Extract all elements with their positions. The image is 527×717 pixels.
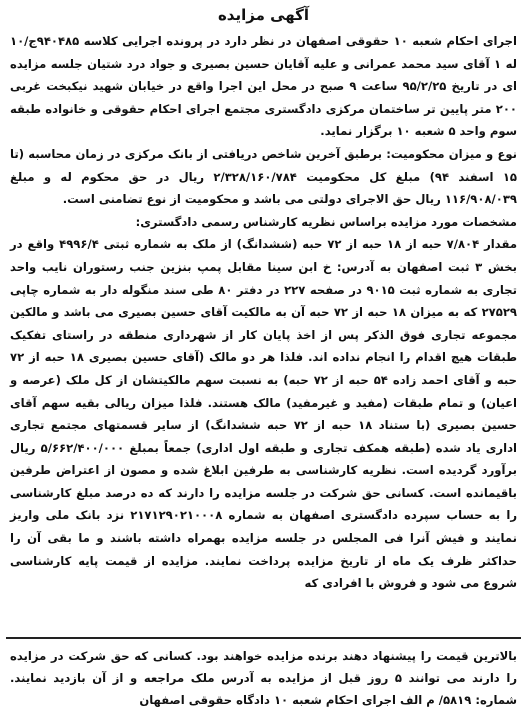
- property-heading: مشخصات مورد مزایده براساس نظریه کارشناس رسمی دادگستری:: [135, 214, 517, 229]
- notice-intro: اجرای احکام شعبه ۱۰ حقوقی اصفهان در نظر دارد در پرونده اجرایی کلاسه ۹۴۰۴۸۵ج/۱۰ له ۱ آقای سید محمد عمرانی و علیه آقایان حسین بصیری و جواد درد شتیان جلسه مزایده ای در تاریخ ۹۵/۲/۲۵ ساعت ۹ صبح در محل این اجرا واقع در خیابان شهید نیکبخت غربی ۲۰۰ متر پایین تر ساختمان مرکزی دادگستری مجتمع اجرای احکام حقوقی و خانواده طبقه سوم واحد ۵ شعبه ۱۰ برگزار نماید.: [10, 34, 517, 139]
- notice-footer: [6, 637, 521, 711]
- notice-title: آگهی مزایده: [217, 6, 310, 24]
- notice-footer-text: بالاترین قیمت را پیشنهاد دهند برنده مزایده خواهند بود. کسانی که حق شرکت در مزایده را دارند می توانند ۵ روز قبل از مزایده به آدرس ملک مراجعه و از آن بازدید نمایند. شماره: ۵۸۱۹/ م الف اجرای احکام شعبه ۱۰ دادگاه حقوقی اصفهان: [10, 649, 518, 707]
- property-description: مقدار ۷/۸۰۴ حبه از ۱۸ حبه از ۷۲ حبه (ششدانگ) از ملک به شماره ثبتی ۴۹۹۶/۴ واقع در بخش ۳ ثبت اصفهان به آدرس: خ ابن سینا مقابل پمپ بنزین جنب رستوران نایب واحد تجاری به شماره ثبت ۹۰۱۵ در صفحه ۲۲۷ در دفتر ۸۰ طی سند منگوله دار به شماره چاپی ۲۷۵۲۹ که به میزان ۱۸ حبه از ۷۲ حبه آن به مالکیت آقای حسین بصیری می باشد و مالکین مجموعه تجاری فوق الذکر پس از اخذ پایان کار از شهرداری منطقه در راستای تفکیک طبقات هیچ اقدام را انجام نداده اند. فلذا هر دو مالک (آقای حسین بصیری ۱۸ حبه از ۷۲ حبه و آقای احمد زاده ۵۴ حبه از ۷۲ حبه) به نسبت سهم مالکیتشان از کل ملک (عرصه و اعیان) و تمام طبقات (مفید و غیرمفید) مالک هستند. فلذا میزان ریالی بقیه سهم آقای حسین بصیری (با ستناد ۱۸ حبه از ۷۲ حبه ششدانگ) از سایر قسمتهای مجتمع تجاری اداری یاد شده (طبقه همکف تجاری و طبقه اول اداری) جمعاً بمبلغ ۵/۶۶۲/۴۰۰/۰۰۰ ریال برآورد گردیده است. نظریه کارشناسی به طرفین ابلاغ شده و مصون از اعتراض طرفین باقیمانده است. کسانی حق شرکت در جلسه مزایده را دارند که ده درصد مبلغ کارشناسی را به حساب سپرده دادگستری اصفهان به شماره ۲۱۷۱۲۹۰۲۱۰۰۰۸ نزد بانک ملی واریز نمایند و فیش آنرا فی المجلس در جلسه مزایده بهمراه داشته باشند و ما بقی آن را حداکثر ظرف یک ماه از تاریخ مزایده پرداخت نمایند. مزایده از قیمت پایه کارشناسی شروع می شود و فروش با افرادی که: [10, 237, 518, 591]
- notice-judgment: نوع و میزان محکومیت: برطبق آخرین شاخص دریافتی از بانک مرکزی در زمان محاسبه (تا ۱۵ اسفند ۹۴) مبلغ کل محکومیت ۲/۳۲۸/۱۶۰/۷۸۴ ریال در حق محکوم له و مبلغ ۱۱۶/۹۰۸/۰۳۹ ریال حق الاجرای دولتی می باشد و محکومیت از نوع تضامنی است.: [10, 146, 517, 207]
